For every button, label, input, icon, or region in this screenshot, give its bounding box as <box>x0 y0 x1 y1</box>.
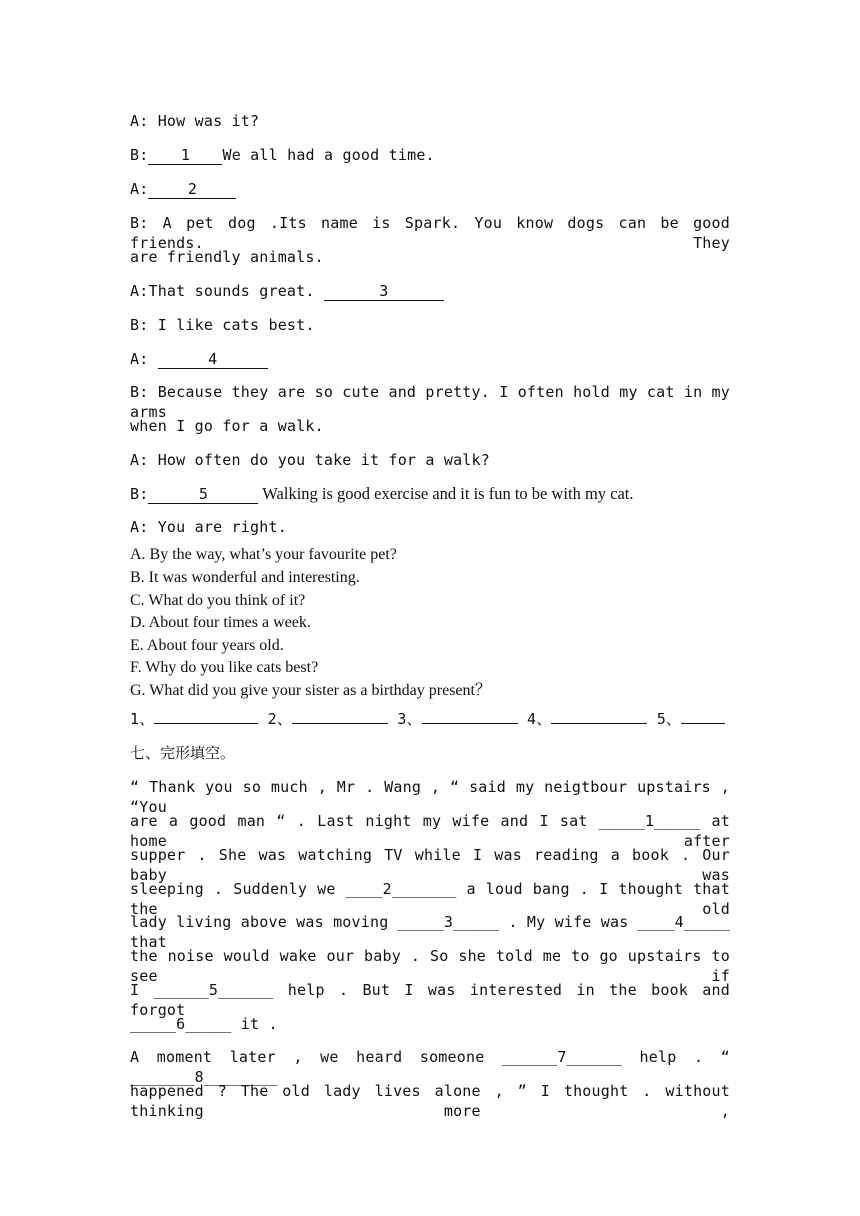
cloze-line-7: I ______5______ help . But I was interested in the book and forgot <box>130 981 730 1019</box>
answer-blank-2: 2 <box>148 181 236 199</box>
dialogue-line-8 <box>130 349 730 369</box>
dialogue-line-7: B: I like cats best. <box>130 316 315 334</box>
dialogue-line-12 <box>130 484 730 505</box>
dialogue-line-11: A: How often do you take it for a walk? <box>130 451 490 469</box>
dialogue-text: Walking is good exercise and it is fun to be with my cat. <box>258 484 634 503</box>
answer-blank-1: 1 <box>148 147 222 165</box>
dialogue-line-10: when I go for a walk. <box>130 417 324 435</box>
cloze-line-4: sleeping . Suddenly we ____2_______ a loud bang . I thought that the old <box>130 880 730 918</box>
answer-number: 1、 <box>130 710 155 728</box>
answer-number: 5、 <box>656 710 682 728</box>
answer-blank-3: 3 <box>324 283 444 301</box>
option-c: C. What do you think of it? <box>130 592 306 609</box>
option-b: B. It was wonderful and interesting. <box>130 569 360 586</box>
speaker-label: B: <box>130 146 149 164</box>
cloze-line-6: the noise would wake our baby . So she told me to go upstairs to see if <box>130 947 730 985</box>
dialogue-line-6 <box>130 281 730 301</box>
dialogue-line-5: are friendly animals. <box>130 248 324 266</box>
answer-number: 4、 <box>527 710 552 728</box>
cloze-line-8: _____6_____ it . <box>130 1015 278 1033</box>
dialogue-line-3 <box>130 179 730 199</box>
answer-blank-5: 5 <box>148 486 258 504</box>
section-title: 七、完形填空。 <box>130 744 236 762</box>
speaker-label: B: <box>130 485 149 503</box>
dialogue-text: A:That sounds great. <box>130 282 324 300</box>
dialogue-line-1: A: How was it? <box>130 112 260 130</box>
dialogue-line-2 <box>130 145 730 165</box>
speaker-label: A: <box>130 350 158 368</box>
option-a: A. By the way, what’s your favourite pet? <box>130 546 397 563</box>
answer-blank-4: 4 <box>158 351 268 369</box>
dialogue-line-9: B: Because they are so cute and pretty. I often hold my cat in my arms <box>130 383 730 421</box>
dialogue-line-13: A: You are right. <box>130 518 287 536</box>
option-d: D. About four times a week. <box>130 614 311 631</box>
cloze-line-1: “ Thank you so much , Mr . Wang , “ said my neigtbour upstairs , “You <box>130 778 730 816</box>
option-g: G. What did you give your sister as a birthday present？ <box>130 682 491 699</box>
answer-number: 3、 <box>397 710 422 728</box>
cloze-line-5: lady living above was moving _____3_____ . My wife was ____4_____ that <box>130 913 730 951</box>
option-f: F. Why do you like cats best? <box>130 659 319 676</box>
speaker-label: A: <box>130 180 149 198</box>
dialogue-text: We all had a good time. <box>222 146 435 164</box>
cloze-line-3: supper . She was watching TV while I was reading a book . Our baby was <box>130 846 730 884</box>
answer-number: 2、 <box>267 710 293 728</box>
option-e: E. About four years old. <box>130 637 284 654</box>
dialogue-line-4: B: A pet dog .Its name is Spark. You know dogs can be good friends. They <box>130 214 730 252</box>
cloze-line-9: A moment later , we heard someone ______7______ help . “ _______8________ <box>130 1048 730 1086</box>
cloze-line-2: are a good man “ . Last night my wife and I sat _____1_____ at home after <box>130 812 730 850</box>
cloze-line-10: happened ? The old lady lives alone , ” I thought . without thinking more , <box>130 1082 730 1120</box>
answer-line <box>130 709 730 729</box>
